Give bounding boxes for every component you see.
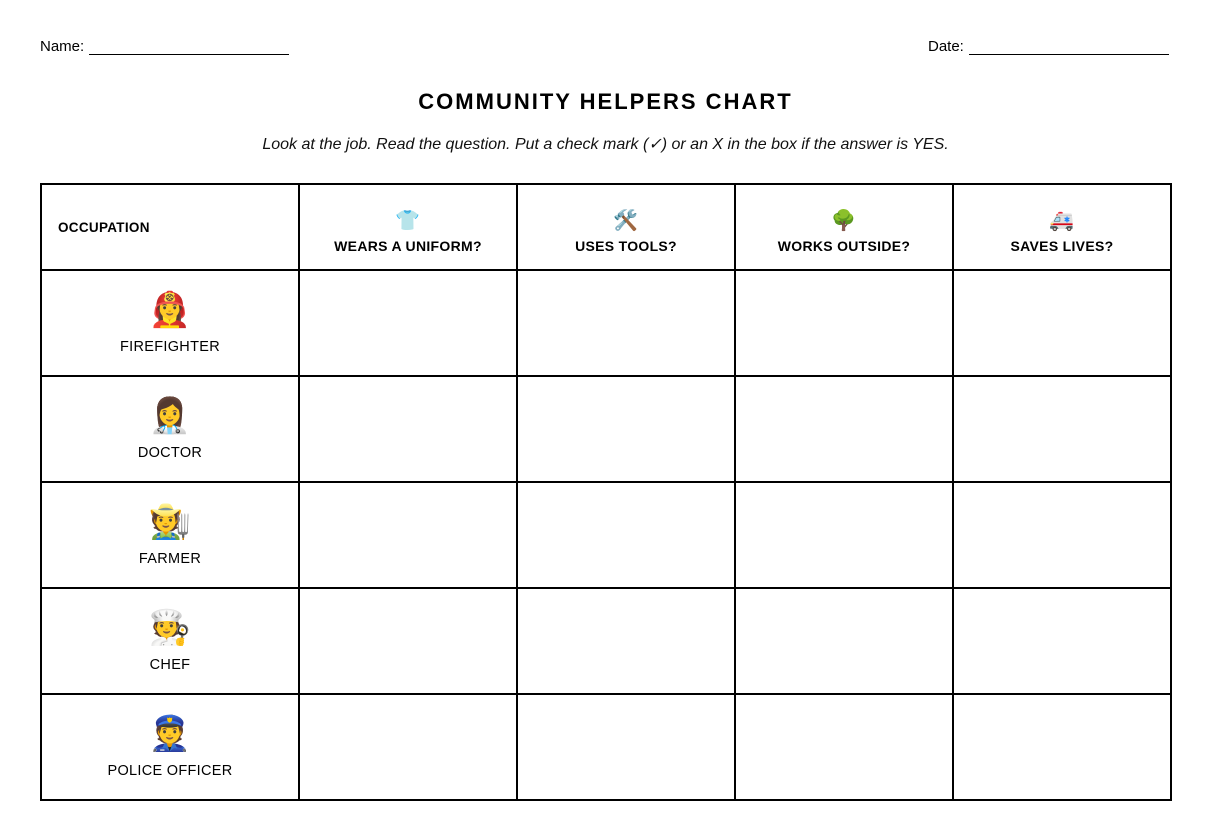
occupation-cell — [41, 270, 299, 376]
checkbox-firefighter-outside[interactable] — [735, 270, 953, 376]
column-label: USES TOOLS? — [575, 238, 677, 254]
hammer-wrench-icon: 🛠️ — [613, 210, 639, 232]
occupation-label: POLICE OFFICER — [107, 763, 233, 779]
checkbox-farmer-uniform[interactable] — [299, 482, 517, 588]
occupation-label: FARMER — [138, 551, 202, 567]
ambulance-icon: 🚑 — [1049, 210, 1075, 232]
name-field[interactable] — [40, 38, 289, 55]
occupation-cell — [41, 376, 299, 482]
occupation-cell — [41, 694, 299, 800]
column-label: WEARS A UNIFORM? — [334, 238, 482, 254]
checkbox-chef-tools[interactable] — [517, 588, 735, 694]
checkbox-chef-uniform[interactable] — [299, 588, 517, 694]
checkbox-doctor-tools[interactable] — [517, 376, 735, 482]
name-blank-line[interactable] — [89, 41, 289, 55]
checkbox-firefighter-saves-lives[interactable] — [953, 270, 1171, 376]
table-row-chef — [41, 588, 1171, 694]
occupation-header: OCCUPATION — [41, 184, 299, 270]
checkbox-doctor-uniform[interactable] — [299, 376, 517, 482]
checkbox-police-saves-lives[interactable] — [953, 694, 1171, 800]
farmer-icon: 🧑‍🌾 — [148, 503, 192, 541]
checkbox-chef-saves-lives[interactable] — [953, 588, 1171, 694]
date-label: Date: — [928, 38, 964, 55]
tree-icon: 🌳 — [831, 210, 857, 232]
checkbox-firefighter-uniform[interactable] — [299, 270, 517, 376]
chef-icon: 🧑‍🍳 — [148, 609, 192, 647]
occupation-label: FIREFIGHTER — [120, 339, 220, 355]
checkbox-police-outside[interactable] — [735, 694, 953, 800]
checkbox-doctor-outside[interactable] — [735, 376, 953, 482]
firefighter-icon: 👩‍🚒 — [148, 291, 192, 329]
instructions: Look at the job. Read the question. Put a check mark (✓) or an X in the box if the answer is YES. — [262, 136, 949, 153]
t-shirt-icon: 👕 — [395, 210, 421, 232]
checkbox-farmer-outside[interactable] — [735, 482, 953, 588]
table-row-firefighter — [41, 270, 1171, 376]
occupation-label: DOCTOR — [137, 445, 203, 461]
occupation-cell — [41, 588, 299, 694]
column-header-wears-uniform — [299, 184, 517, 270]
column-header-saves-lives — [953, 184, 1171, 270]
checkbox-chef-outside[interactable] — [735, 588, 953, 694]
checkbox-farmer-saves-lives[interactable] — [953, 482, 1171, 588]
police-officer-icon: 👮 — [148, 715, 192, 753]
date-blank-line[interactable] — [969, 41, 1169, 55]
column-label: WORKS OUTSIDE? — [777, 238, 911, 254]
date-field[interactable] — [928, 38, 1169, 55]
header-row — [41, 184, 1171, 270]
checkbox-police-uniform[interactable] — [299, 694, 517, 800]
checkbox-farmer-tools[interactable] — [517, 482, 735, 588]
community-helpers-table — [40, 183, 1172, 801]
table-row-doctor — [41, 376, 1171, 482]
page-title: COMMUNITY HELPERS CHART — [418, 89, 793, 114]
checkbox-police-tools[interactable] — [517, 694, 735, 800]
column-header-works-outside — [735, 184, 953, 270]
name-label: Name: — [40, 38, 85, 55]
checkbox-doctor-saves-lives[interactable] — [953, 376, 1171, 482]
table-row-police-officer — [41, 694, 1171, 800]
table-row-farmer — [41, 482, 1171, 588]
occupation-cell — [41, 482, 299, 588]
doctor-icon: 👩‍⚕️ — [148, 397, 192, 435]
checkbox-firefighter-tools[interactable] — [517, 270, 735, 376]
column-header-uses-tools — [517, 184, 735, 270]
occupation-label: CHEF — [149, 657, 191, 673]
column-label: SAVES LIVES? — [1010, 238, 1114, 254]
